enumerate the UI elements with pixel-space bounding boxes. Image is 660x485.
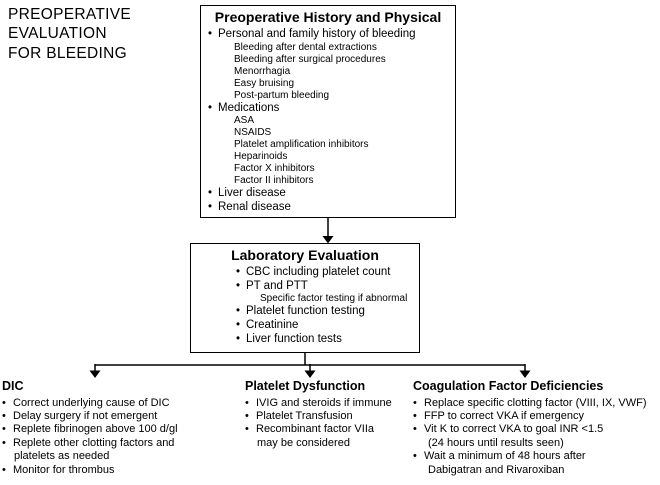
history-box-list [207, 28, 449, 215]
list-subitem: Bleeding after dental extractions [234, 41, 377, 53]
list-item: • Creatinine [235, 319, 413, 333]
branch-platelet-title: Platelet Dysfunction [245, 379, 366, 393]
page-title-line-3: FOR BLEEDING [8, 44, 128, 62]
history-box-title: Preoperative History and Physical [214, 9, 442, 25]
list-item: • Liver function tests [235, 333, 413, 347]
list-subitem: Menorrhagia [234, 65, 291, 77]
arrow-history-to-lab [323, 218, 334, 244]
list-subitem: NSAIDS [234, 127, 272, 139]
list-subitem: Post-partum bleeding [234, 89, 330, 101]
list-item: • Liver disease [207, 187, 449, 201]
list-item: • Platelet Transfusion [245, 410, 417, 423]
list-item: • Correct underlying cause of DIC [2, 397, 240, 410]
list-item: • Delay surgery if not emergent [2, 410, 240, 423]
page-title [8, 5, 131, 63]
list-item: • Platelet function testing [235, 305, 413, 319]
list-item: • Replete other clotting factors and [2, 437, 240, 450]
list-item: • PT and PTT [235, 280, 413, 294]
page-title-line-1: PREOPERATIVE [8, 6, 132, 23]
list-item: • CBC including platelet count [235, 266, 413, 280]
list-subitem: Bleeding after surgical procedures [234, 53, 386, 65]
list-item: • Medications [207, 102, 449, 116]
history-physical-box [200, 5, 456, 218]
branch-connector [95, 353, 525, 365]
list-subitem: Factor X inhibitors [234, 163, 315, 175]
lab-box-list [197, 266, 413, 347]
list-item-continuation: platelets as needed [14, 450, 110, 463]
list-item: • IVIG and steroids if immune [245, 397, 417, 410]
list-item-continuation: (24 hours until results seen) [428, 436, 564, 449]
list-subitem: Factor II inhibitors [234, 175, 314, 187]
list-item: • Renal disease [207, 201, 449, 215]
lab-box-title: Laboratory Evaluation [231, 247, 379, 263]
list-item: • Recombinant factor VIIa [245, 423, 417, 436]
list-item: • Personal and family history of bleeding [207, 28, 449, 42]
arrow-to-dic [90, 364, 101, 378]
list-subitem: Platelet amplification inhibitors [234, 139, 369, 151]
list-subitem: Easy bruising [234, 77, 295, 89]
branch-coagulation-title: Coagulation Factor Deficiencies [413, 379, 604, 393]
list-item: • FFP to correct VKA if emergency [413, 410, 660, 423]
arrow-to-platelet-dysfunction [305, 364, 316, 378]
list-subitem: ASA [234, 115, 255, 127]
branch-platelet-dysfunction [245, 379, 417, 450]
list-item-continuation: may be considered [257, 436, 350, 449]
list-item: • Vit K to correct VKA to goal INR <1.5 [413, 423, 660, 436]
branch-coagulation-factor-deficiencies [413, 379, 660, 477]
list-item: • Replace specific clotting factor (VIII, IX, VWF) [413, 397, 660, 410]
list-item: • Wait a minimum of 48 hours after [413, 450, 660, 463]
list-item-continuation: Dabigatran and Rivaroxiban [428, 463, 565, 476]
page-title-line-2: EVALUATION [8, 25, 107, 43]
laboratory-evaluation-box [190, 243, 420, 353]
list-item: • Monitor for thrombus [2, 464, 240, 477]
list-subitem: Specific factor testing if abnormal [260, 293, 408, 305]
list-item: • Replete fibrinogen above 100 d/gl [2, 423, 240, 436]
branch-dic-title: DIC [2, 379, 24, 393]
list-subitem: Heparinoids [234, 151, 288, 163]
branch-dic [2, 379, 240, 477]
arrow-to-coagulation-deficiencies [520, 364, 531, 378]
